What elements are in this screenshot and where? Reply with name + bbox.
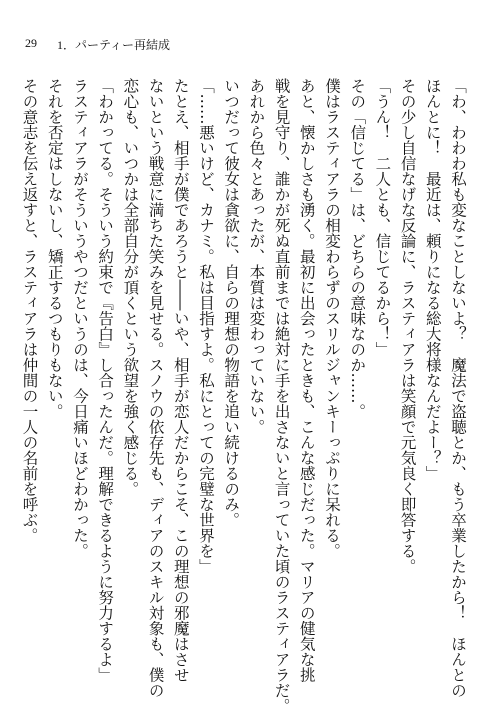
text-line: あれから色々とあったが、本質は変わっていない。 xyxy=(247,78,266,435)
text-line: ないという戦意に満ちた笑みを見せる。スノウの依存先も、ディアのスキル対象も、僕の xyxy=(146,78,165,698)
text-line: 「うん！ 二人とも、信じてるから！」 xyxy=(373,78,392,357)
text-line: その「信じてる」は、どちらの意味なのか……。 xyxy=(348,78,367,419)
text-line: 「わ、わわわ私も変なことしないよ？ 魔法で盗聴とか、もう卒業したから！ ほんとの xyxy=(449,78,467,698)
text-line: いつだって彼女は貪欲に、自らの理想の物語を追い続けるのみ。 xyxy=(222,78,241,528)
text-line: その意志を伝え返すと、ラスティアラは仲間の一人の名前を呼ぶ。 xyxy=(20,78,39,543)
text-line: ラスティアラがそういうやつだというのは、今日痛いほどわかった。 xyxy=(70,78,89,559)
text-line: ほんとに！ 最近は、頼りになる総大将様なんだよー？」 xyxy=(423,78,442,481)
chapter-title: 1．パーティー再結成 xyxy=(57,38,171,52)
page-number: 29 xyxy=(25,36,37,50)
text-line: その少し自信なげな反論に、ラスティアラは笑顔で元気良く即答する。 xyxy=(398,78,417,574)
vertical-text-body xyxy=(20,78,470,714)
page-header xyxy=(25,36,170,53)
text-line: あと、懐かしさも湧く。最初に出会ったときも、こんな感じだった。マリアの健気な挑 xyxy=(297,78,316,683)
text-line: 「……悪いけど、カナミ。私は目指すよ。私にとっての完璧な世界を」 xyxy=(196,78,215,574)
text-line: 僕はラスティアラの相変わらずのスリルジャンキーっぷりに呆れる。 xyxy=(322,78,341,559)
text-line: それを否定はしないし、矯正するつもりもない。 xyxy=(45,78,64,419)
text-line: 「わかってる。そういう約束で『告白』し合ったんだ。理解できるように努力するよ」 xyxy=(96,78,115,683)
text-line: 恋心も、いつかは全部自分が頂くという欲望を強く感じる。 xyxy=(121,78,140,497)
text-line: たとえ、相手が僕であろうと――いや、相手が恋人だからこそ、この理想の邪魔はさせ xyxy=(171,78,190,683)
text-line: 戦を見守り、誰かが死ぬ直前までは絶対に手を出さないと言っていた頃のラスティアラだ。 xyxy=(272,78,291,714)
